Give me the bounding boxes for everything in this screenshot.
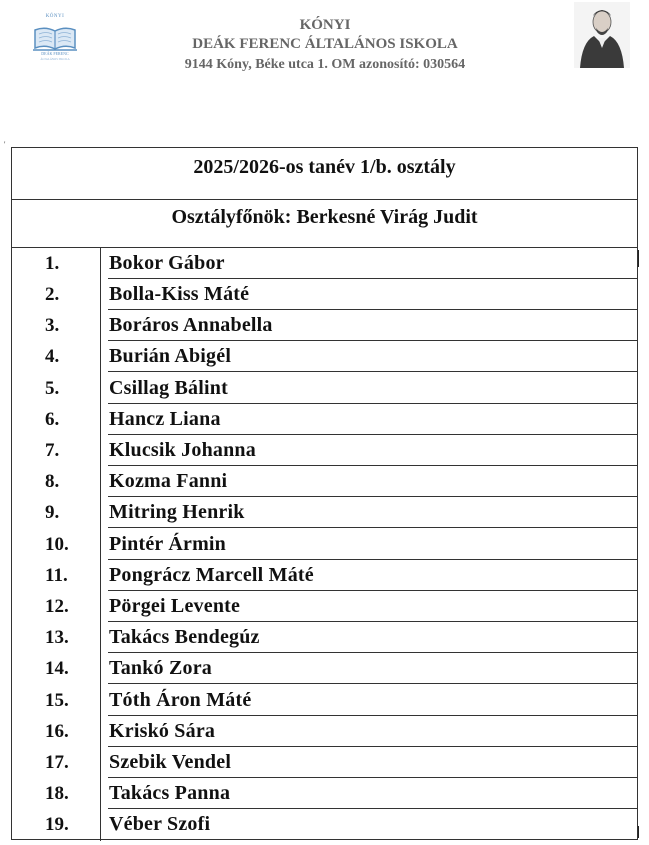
table-row (12, 778, 637, 809)
logo-text-top: KÓNYI (45, 14, 65, 19)
table-row (12, 529, 637, 560)
header-address: 9144 Kóny, Béke utca 1. OM azonosító: 030564 (184, 57, 466, 72)
table-title: 2025/2026-os tanév 1/b. osztály (193, 156, 456, 178)
table-row (12, 685, 637, 716)
student-number: 15. (45, 690, 69, 711)
student-name: Csillag Bálint (109, 377, 228, 399)
table-row (12, 747, 637, 778)
header-school-name: DEÁK FERENC ÁLTALÁNOS ISKOLA (192, 36, 458, 52)
student-name: Kriskó Sára (109, 720, 216, 742)
student-name: Klucsik Johanna (109, 439, 256, 461)
row-divider (108, 527, 637, 528)
table-title-row (12, 148, 637, 200)
student-number: 5. (45, 378, 60, 399)
table-row (12, 466, 637, 497)
student-name: Burián Abigél (109, 345, 232, 367)
margin-mark: ' (4, 140, 6, 149)
student-number: 19. (45, 814, 69, 835)
student-name: Boráros Annabella (109, 314, 273, 336)
table-row (12, 809, 637, 841)
student-number: 3. (45, 315, 60, 336)
student-number: 6. (45, 409, 60, 430)
table-row (12, 622, 637, 653)
student-name: Hancz Liana (109, 408, 221, 430)
student-number: 1. (45, 253, 60, 274)
student-number: 14. (45, 658, 69, 679)
student-number: 13. (45, 627, 69, 648)
student-name: Pongrácz Marcell Máté (109, 564, 314, 586)
student-name: Tankó Zora (109, 657, 212, 679)
student-name: Mitring Henrik (109, 501, 245, 523)
header-town: KÓNYI (299, 17, 351, 33)
table-row (12, 653, 637, 684)
table-row (12, 248, 637, 279)
student-name: Takács Panna (109, 782, 231, 804)
table-row (12, 310, 637, 341)
student-name: Takács Bendegúz (109, 626, 260, 648)
logo-text-small: ÁLTALÁNOS ISKOLA (40, 57, 70, 61)
table-row (12, 591, 637, 622)
table-row (12, 435, 637, 466)
student-number: 17. (45, 752, 69, 773)
student-number: 7. (45, 440, 60, 461)
table-row (12, 560, 637, 591)
student-number: 4. (45, 346, 60, 367)
student-name: Szebik Vendel (109, 751, 232, 773)
row-divider (108, 683, 637, 684)
student-name: Pörgei Levente (109, 595, 241, 617)
table-row (12, 279, 637, 310)
class-teacher: Osztályfőnök: Berkesné Virág Judit (171, 206, 478, 228)
student-number: 2. (45, 284, 60, 305)
student-name: Bokor Gábor (109, 252, 225, 274)
student-number: 11. (45, 565, 68, 586)
logo-text-bottom: DEÁK FERENC (41, 51, 69, 56)
student-name: Pintér Ármin (109, 533, 227, 555)
student-name: Kozma Fanni (109, 470, 228, 492)
teacher-row (12, 200, 637, 248)
student-number: 9. (45, 502, 60, 523)
student-number: 10. (45, 534, 69, 555)
table-row (12, 341, 637, 372)
student-name: Bolla-Kiss Máté (109, 283, 250, 305)
class-list-table (11, 147, 638, 840)
student-number: 18. (45, 783, 69, 804)
student-name: Tóth Áron Máté (109, 689, 252, 711)
portrait-image (574, 2, 630, 68)
table-row (12, 497, 637, 528)
table-row (12, 716, 637, 747)
student-number: 16. (45, 721, 69, 742)
student-name: Véber Szofi (109, 813, 211, 835)
table-row (12, 373, 637, 404)
table-row (12, 404, 637, 435)
student-number: 8. (45, 471, 60, 492)
student-number: 12. (45, 596, 69, 617)
school-logo (30, 14, 80, 64)
row-divider (108, 371, 637, 372)
